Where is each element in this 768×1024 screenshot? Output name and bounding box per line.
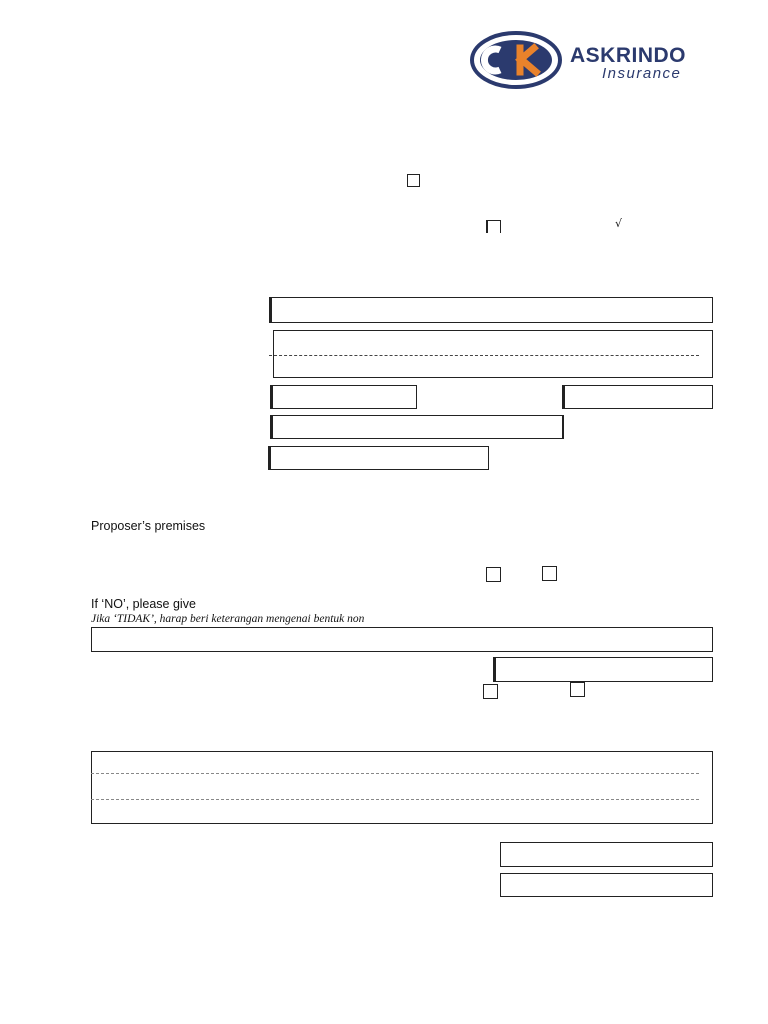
jika-tidak-label: Jika ‘TIDAK’, harap beri keterangan mengenai bentuk non	[91, 613, 365, 625]
field-short-right[interactable]	[562, 385, 713, 409]
checkbox-top[interactable]	[407, 174, 420, 187]
address-divider	[269, 355, 699, 356]
field-address[interactable]	[273, 330, 713, 378]
askrindo-emblem-icon	[470, 30, 566, 92]
premises-heading: Proposer’s premises	[91, 519, 206, 533]
notes-line-2	[91, 799, 699, 800]
field-name[interactable]	[269, 297, 713, 323]
askrindo-logo	[470, 30, 705, 92]
field-medium[interactable]	[270, 415, 564, 439]
field-short-left[interactable]	[270, 385, 417, 409]
field-bottom-1[interactable]	[500, 842, 713, 867]
if-no-label: If ‘NO’, please give	[91, 597, 196, 611]
check-mark: √	[615, 217, 623, 230]
field-right-value[interactable]	[493, 657, 713, 682]
field-notes[interactable]	[91, 751, 713, 824]
checkbox-option-b[interactable]	[570, 682, 585, 697]
checkbox-yes[interactable]	[486, 567, 501, 582]
logo-sub: Insurance	[602, 65, 682, 82]
checkbox-option-a[interactable]	[483, 684, 498, 699]
field-bottom-2[interactable]	[500, 873, 713, 897]
field-small[interactable]	[268, 446, 489, 470]
checkbox-no[interactable]	[542, 566, 557, 581]
checkbox-partial[interactable]	[486, 220, 501, 233]
logo-brand: ASKRINDO	[570, 44, 687, 67]
field-non-details[interactable]	[91, 627, 713, 652]
notes-line-1	[91, 773, 699, 774]
